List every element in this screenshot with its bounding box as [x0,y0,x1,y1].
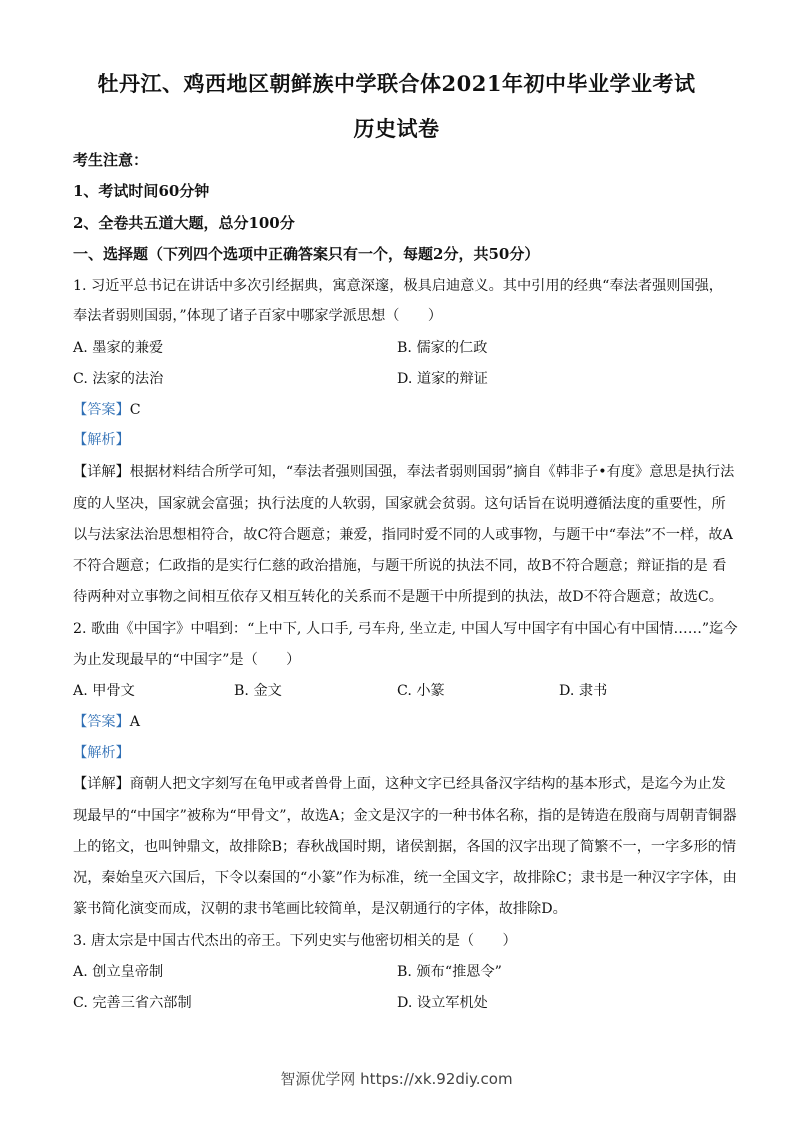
q2-answer-value: A [129,714,141,730]
q2-analysis-label: 【解析】 [73,745,130,761]
q1-detail-line4: 不符合题意；仁政指的是实行仁慈的政治措施，与题干所说的执法不同，故B不符合题意；辩证指的是 看 [73,558,727,574]
q2-detail-line2: 现最早的“中国字”被称为“甲骨文”，故选A；金文是汉字的一种书体名称，指的是铸造在殷商与周朝青铜器 [73,808,737,824]
q2-option-a: A. 甲骨文 [73,683,135,699]
notice-item-score: 2、全卷共五道大题，总分100分 [73,214,295,232]
q1-detail-line2: 度的人坚决，国家就会富强；执行法度的人软弱，国家就会贫弱。这句话旨在说明遵循法度的重要性，所 [73,496,726,512]
q1-option-b: B. 儒家的仁政 [397,340,488,356]
q1-stem-line2: 奉法者弱则国弱，”体现了诸子百家中哪家学派思想（ ） [73,308,443,324]
q2-option-c: C. 小篆 [397,683,445,699]
answer-label: 【答案】 [73,402,130,418]
q1-stem-line1: 1. 习近平总书记在讲话中多次引经据典，寓意深邃，极具启迪意义。其中引用的经典“奉法者强则国强， [73,278,723,294]
q1-option-c: C. 法家的法治 [73,371,164,387]
q2-answer [73,712,723,732]
footer-watermark: 智源优学网 https://xk.92diy.com [280,1070,513,1088]
q3-option-a: A. 创立皇帝制 [73,964,164,980]
section-heading: 一、选择题（下列四个选项中正确答案只有一个，每题2分，共50分） [73,245,540,263]
page-subtitle: 历史试卷 [353,116,440,141]
q1-answer [73,400,723,420]
q2-option-b: B. 金文 [234,683,282,699]
q3-option-d: D. 设立军机处 [397,995,488,1011]
q1-answer-value: C [129,402,141,418]
q2-option-d: D. 隶书 [559,683,608,699]
page-title: 牡丹江、鸡西地区朝鲜族中学联合体2021年初中毕业学业考试 [97,71,696,96]
notice-item-time: 1、考试时间60分钟 [73,182,210,200]
detail-label: 【详解】 [73,464,130,480]
detail-label: 【详解】 [73,776,130,792]
q1-detail-line1: 【详解】根据材料结合所学可知，“奉法者强则国强，奉法者弱则国弱”摘自《韩非子•有度》意思是执行法 [73,464,735,480]
q2-detail-line3: 上的铭文，也叫钟鼎文，故排除B；春秋战国时期，诸侯割据，各国的汉字出现了简繁不一，一字多形的情 [73,839,737,855]
q1-option-a: A. 墨家的兼爱 [73,340,164,356]
q3-stem-line1: 3. 唐太宗是中国古代杰出的帝王。下列史实与他密切相关的是（ ） [73,933,517,949]
q1-analysis-label: 【解析】 [73,432,130,448]
q3-option-c: C. 完善三省六部制 [73,995,192,1011]
notice-heading: 考生注意： [73,151,149,169]
q2-detail-line5: 篆书简化演变而成，汉朝的隶书笔画比较简单，是汉朝通行的字体，故排除D。 [73,901,567,917]
q2-detail-line4: 况，秦始皇灭六国后，下令以秦国的“小篆”作为标准，统一全国文字，故排除C；隶书是一种汉字字体，由 [73,870,737,886]
q1-detail-line3: 以与法家法治思想相符合，故C符合题意；兼爱，指同时爱不同的人或事物，与题干中“奉法”不一样，故A [73,527,733,543]
q2-stem-line2: 为止发现最早的“中国字”是（ ） [73,652,301,668]
q3-option-b: B. 颁布“推恩令” [397,964,502,980]
q1-option-d: D. 道家的辩证 [397,371,488,387]
answer-label: 【答案】 [73,714,130,730]
q2-detail-line1: 【详解】商朝人把文字刻写在龟甲或者兽骨上面，这种文字已经具备汉字结构的基本形式，是迄今为止发 [73,776,726,792]
q2-stem-line1: 2. 歌曲《中国字》中唱到：“上中下, 人口手, 弓车舟, 坐立走, 中国人写中国字有中国心有中国情……”迄今 [73,621,738,637]
q1-detail-line5: 待两种对立事物之间相互依存又相互转化的关系而不是题干中所提到的执法，故D不符合题意；故选C。 [73,589,723,605]
